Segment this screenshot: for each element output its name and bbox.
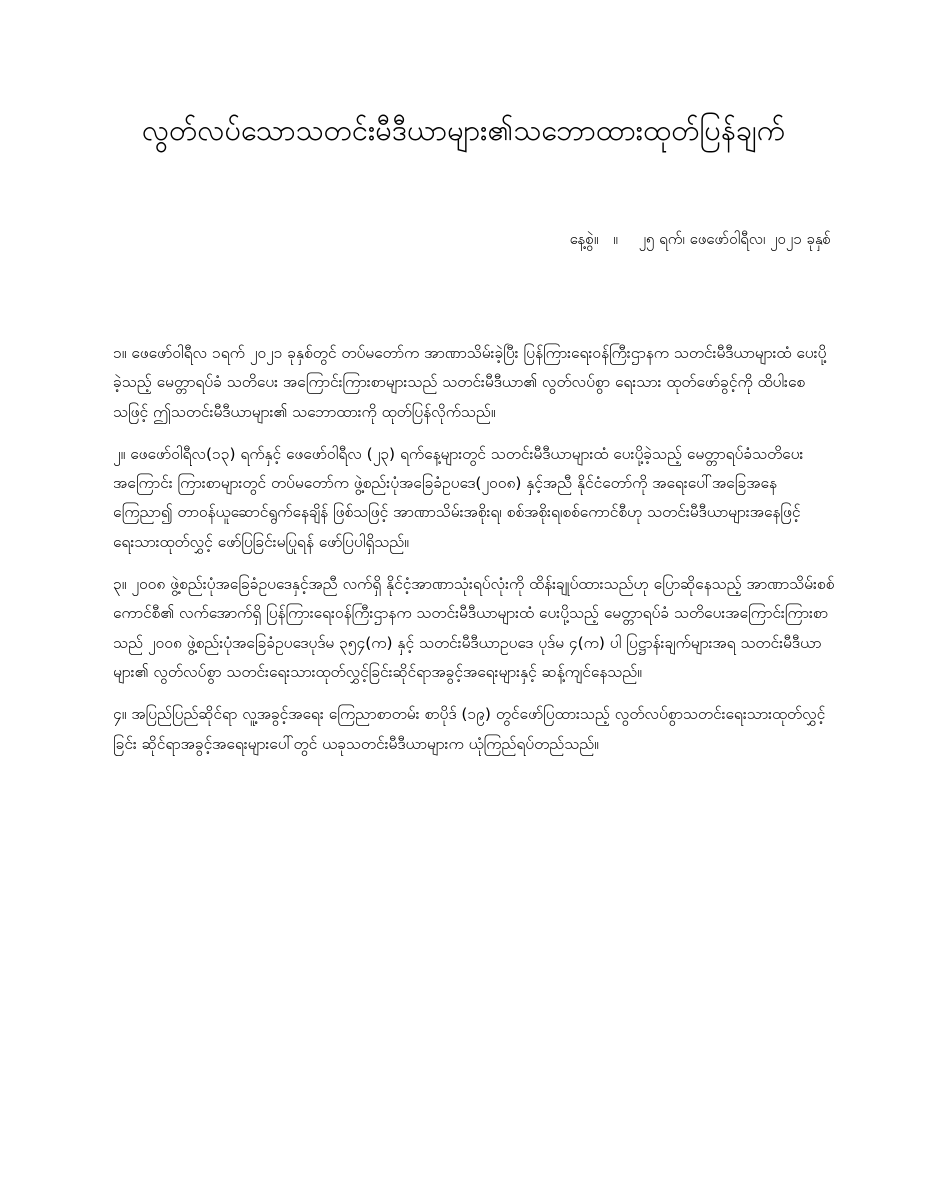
paragraph-4: ၄။ အပြည်ပြည်ဆိုင်ရာ လူ့အခွင့်အရေး ကြေညာစာတမ်း စာပိုဒ် (၁၉) တွင်ဖော်ပြထားသည့် လွတ်လပ်စွာသတင်းရေးသားထုတ်လွှင့်ခြင်း ဆိုင်ရာအခွင့်အရေးများပေါ်တွင် ယခုသတင်းမီဒီယာများက ယုံကြည်ရပ်တည်သည်။ xyxy=(113,705,826,753)
document-body xyxy=(113,339,835,772)
dateline xyxy=(570,226,831,252)
dateline-date: ၂၅ ရက်၊ ဖေဖော်ဝါရီလ၊ ၂၀၂၁ ခုနှစ် xyxy=(638,230,831,248)
paragraph-2: ၂။ ဖေဖော်ဝါရီလ(၁၃) ရက်နှင့် ဖေဖော်ဝါရီလ (၂၃) ရက်နေ့များတွင် သတင်းမီဒီယာများထံ ပေးပို့ခဲ့သည့် မေတ္တာရပ်ခံသတိပေးအကြောင်း ကြားစာများတွင် တပ်မတော်က ဖွဲ့စည်းပုံအခြေခံဥပဒေ(၂၀၀၈) နှင့်အညီ နိုင်ငံတော်ကို အရေးပေါ်အခြေအနေကြေညာ၍ တာဝန်ယူဆောင်ရွက်နေချိန် ဖြစ်သဖြင့် အာဏာသိမ်းအစိုးရ၊ စစ်အစိုးရ၊စစ်ကောင်စီဟု သတင်းမီဒီယာများအနေဖြင့် ရေးသားထုတ်လွှင့် ဖော်ပြခြင်းမပြုရန် ဖော်ပြပါရှိသည်။ xyxy=(113,444,804,551)
dateline-label: နေ့စွဲ။ xyxy=(569,230,599,248)
document-title: လွတ်လပ်သောသတင်းမီဒီယာများ၏သဘောထားထုတ်ပြန်ချက် xyxy=(141,113,786,147)
dateline-separator: ။ xyxy=(613,230,618,248)
paragraph-1: ၁။ ဖေဖော်ဝါရီလ ၁ရက် ၂၀၂၁ ခုနှစ်တွင် တပ်မတော်က အာဏာသိမ်းခဲ့ပြီး ပြန်ကြားရေးဝန်ကြီးဌာနက သတင်းမီဒီယာများထံ ပေးပို့ခဲ့သည့် မေတ္တာရပ်ခံ သတိပေး အကြောင်းကြားစာများသည် သတင်းမီဒီယာ၏ လွတ်လပ်စွာ ရေးသား ထုတ်ဖော်ခွင့်ကို ထိပါးစေသဖြင့် ဤသတင်းမီဒီယာများ၏ သဘောထားကို ထုတ်ပြန်လိုက်သည်။ xyxy=(113,344,827,421)
paragraph-3: ၃။ ၂၀၀၈ ဖွဲ့စည်းပုံအခြေခံဥပဒေနှင့်အညီ လက်ရှိ နိုင်ငံ့အာဏာသုံးရပ်လုံးကို ထိန်းချုပ်ထားသည်ဟု ပြောဆိုနေသည့် အာဏာသိမ်းစစ်ကောင်စီ၏ လက်အောက်ရှိ ပြန်ကြားရေးဝန်ကြီးဌာနက သတင်းမီဒီယာများထံ ပေးပို့သည့် မေတ္တာရပ်ခံ သတိပေးအကြောင်းကြားစာသည် ၂၀၀၈ ဖွဲ့စည်းပုံအခြေခံဥပဒေပုဒ်မ ၃၅၄(က) နှင့် သတင်းမီဒီယာဥပဒေ ပုဒ်မ ၄(က) ပါ ပြဋ္ဌာန်းချက်များအရ သတင်းမီဒီယာများ၏ လွတ်လပ်စွာ သတင်းရေးသားထုတ်လွှင့်ခြင်းဆိုင်ရာအခွင့်အရေးများနှင့် ဆန့်ကျင်နေသည်။ xyxy=(113,575,835,681)
